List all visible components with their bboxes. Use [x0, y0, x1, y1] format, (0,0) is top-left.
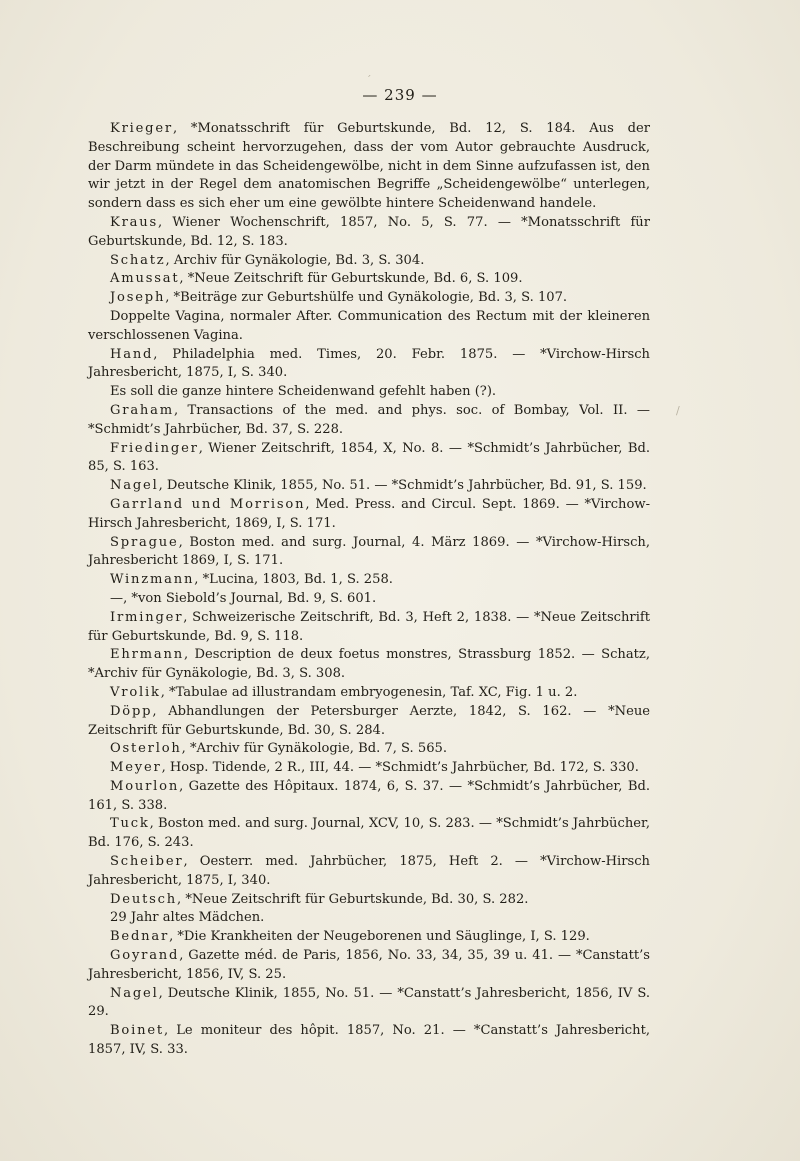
- entry-text: , *Tabulae ad illustrandam embryogenesin, Taf. XC, Fig. 1 u. 2.: [160, 684, 578, 700]
- bibliography-entry: [88, 740, 650, 759]
- entry-text: , Oesterr. med. Jahrbücher, 1875, Heft 2. — *Virchow-Hirsch Jahresbericht, 1875, I, 340.: [88, 854, 650, 888]
- bibliography-entry: [88, 308, 650, 346]
- entry-author: Amussat: [110, 271, 180, 287]
- entry-text: , Archiv für Gynäkologie, Bd. 3, S. 304.: [165, 252, 425, 268]
- entry-text: , Wiener Wochenschrift, 1857, No. 5, S. 77. — *Monatsschrift für Geburtskunde, Bd. 12, S. 183.: [88, 214, 650, 249]
- bibliography-entry: [88, 214, 650, 252]
- bibliography-entry: [88, 947, 650, 985]
- entry-text: , Transactions of the med. and phys. soc. of Bombay, Vol. II. — *Schmidt’s Jahrbücher, Bd. 37, S. 228.: [88, 402, 650, 437]
- bibliography-entry: [88, 778, 650, 816]
- entry-text: , Deutsche Klinik, 1855, No. 51. — *Canstatt’s Jahresbericht, 1856, IV S. 29.: [88, 985, 650, 1020]
- bibliography-entry: [88, 646, 650, 684]
- bibliography-entry: [88, 252, 650, 271]
- entry-author: Bednar: [110, 929, 170, 945]
- entry-text: Doppelte Vagina, normaler After. Communication des Rectum mit der kleineren verschlossenen Vagina.: [88, 308, 650, 343]
- ink-speck: /: [676, 404, 680, 417]
- bibliography-entry: [88, 477, 650, 496]
- bibliography-entry: [88, 985, 650, 1023]
- entry-author: Osterloh: [110, 741, 182, 757]
- entry-author: Deutsch: [110, 891, 178, 907]
- bibliography-entry: [88, 440, 650, 478]
- bibliography-entry: [88, 928, 650, 947]
- entry-author: Krieger: [110, 121, 173, 136]
- bibliography-entry: [88, 703, 650, 741]
- entry-text: , Hosp. Tidende, 2 R., III, 44. — *Schmidt’s Jahrbücher, Bd. 172, S. 330.: [161, 760, 639, 776]
- entry-text: , Schweizerische Zeitschrift, Bd. 3, Heft 2, 1838. — *Neue Zeitschrift für Geburtskunde, Bd. 9, S. 118.: [88, 609, 650, 644]
- entry-author: Hand: [110, 346, 154, 362]
- entry-author: Winzmann: [110, 572, 195, 588]
- entry-text: , Med. Press. and Circul. Sept. 1869. — *Virchow-Hirsch Jahresbericht, 1869, I, S. 171.: [88, 496, 650, 531]
- entry-author: Ehrmann: [110, 647, 184, 663]
- entry-text: , *Archiv für Gynäkologie, Bd. 7, S. 565.: [181, 741, 448, 757]
- entry-author: Meyer: [110, 760, 162, 776]
- entry-text: , *Neue Zeitschrift für Geburtskunde, Bd. 30, S. 282.: [177, 891, 529, 907]
- bibliography-entry: [88, 270, 650, 289]
- entry-author: Mourlon: [110, 778, 180, 794]
- entry-text: , Abhandlungen der Petersburger Aerzte, 1842, S. 162. — *Neue Zeitschrift für Geburtskunde, Bd. 30, S. 284.: [88, 703, 650, 738]
- entry-text: , Le moniteur des hôpit. 1857, No. 21. — *Canstatt’s Jahresbericht, 1857, IV, S. 33.: [88, 1023, 650, 1058]
- bibliography-entry: [88, 383, 650, 402]
- bibliography-entry: [88, 909, 650, 928]
- entry-text: Es soll die ganze hintere Scheidenwand gefehlt haben (?).: [110, 384, 497, 400]
- ink-speck: ˊ: [366, 74, 372, 87]
- entry-text: , *Neue Zeitschrift für Geburtskunde, Bd. 6, S. 109.: [179, 271, 523, 287]
- entry-text: , Boston med. and surg. Journal, XCV, 10, S. 283. — *Schmidt’s Jahrbücher, Bd. 176, S. 243.: [88, 816, 650, 851]
- bibliography-entry: [88, 120, 650, 214]
- entry-text: , *Lucina, 1803, Bd. 1, S. 258.: [194, 572, 393, 588]
- bibliography-entry: [88, 534, 650, 572]
- page-number: — 239 —: [362, 86, 438, 104]
- entry-text: , *Beiträge zur Geburtshülfe und Gynäkologie, Bd. 3, S. 107.: [165, 290, 568, 306]
- entry-text: , *Monatsschrift für Geburtskunde, Bd. 12, S. 184. Aus der Beschreibung scheint hervorzugehen, dass der vom Autor gebrauchte Ausdruck, der Darm mündete in das Scheidengewölbe, nicht in dem Sinne aufzufassen ist, den wir jetzt in der Regel dem anatomischen Begriffe „Scheidengewölbe“ unterlegen, sondern dass es sich eher um eine gewölbte hintere Scheidenwand handele.: [88, 121, 650, 212]
- bibliography-entry: [88, 402, 650, 440]
- entry-text: , *Die Krankheiten der Neugeborenen und Säuglinge, I, S. 129.: [169, 929, 590, 945]
- entry-author: Döpp: [110, 703, 153, 719]
- bibliography-entry: [88, 590, 650, 609]
- bibliography-entry: [88, 891, 650, 910]
- entry-author: Joseph: [110, 290, 166, 306]
- entry-text: , Boston med. and surg. Journal, 4. März 1869. — *Virchow-Hirsch, Jahresbericht 1869, I, S. 171.: [88, 534, 650, 569]
- entry-author: Schatz: [110, 252, 166, 268]
- entry-author: Irminger: [110, 609, 184, 625]
- entry-text: , Gazette des Hôpitaux. 1874, 6, S. 37. — *Schmidt’s Jahrbücher, Bd. 161, S. 338.: [88, 778, 650, 813]
- entry-author: Graham: [110, 402, 174, 418]
- bibliography-entry: [88, 1022, 650, 1060]
- entry-text: , Deutsche Klinik, 1855, No. 51. — *Schmidt’s Jahrbücher, Bd. 91, S. 159.: [158, 478, 647, 494]
- entry-author: Garrland und Morrison: [110, 496, 306, 512]
- bibliography-entry: [88, 289, 650, 308]
- entry-author: Kraus: [110, 214, 158, 230]
- entry-author: Scheiber: [110, 854, 184, 870]
- entry-author: Sprague: [110, 534, 179, 550]
- bibliography-entry: [88, 684, 650, 703]
- entry-author: Vrolik: [110, 684, 161, 700]
- entry-author: Tuck: [110, 816, 150, 832]
- entry-text: 29 Jahr altes Mädchen.: [110, 910, 265, 926]
- entry-author: Boinet: [110, 1023, 164, 1039]
- bibliography-entry: [88, 853, 650, 891]
- entry-author: Nagel: [110, 985, 159, 1001]
- entry-text: , Wiener Zeitschrift, 1854, X, No. 8. — *Schmidt’s Jahrbücher, Bd. 85, S. 163.: [88, 440, 650, 475]
- entry-author: Friedinger: [110, 440, 199, 456]
- bibliography-entry: [88, 609, 650, 647]
- entry-author: Goyrand: [110, 948, 180, 964]
- bibliography-entry: [88, 346, 650, 384]
- entry-text: —, *von Siebold’s Journal, Bd. 9, S. 601.: [110, 590, 377, 606]
- entry-text: , Gazette méd. de Paris, 1856, No. 33, 34, 35, 39 u. 41. — *Canstatt’s Jahresbericht, 1856, IV, S. 25.: [88, 948, 650, 982]
- entry-author: Nagel: [110, 478, 159, 494]
- bibliography-entry: [88, 759, 650, 778]
- bibliography-entry: [88, 815, 650, 853]
- bibliography-entry: [88, 571, 650, 590]
- bibliography-list: [88, 120, 650, 1060]
- bibliography-entry: [88, 496, 650, 534]
- entry-text: , Philadelphia med. Times, 20. Febr. 1875. — *Virchow-Hirsch Jahresbericht, 1875, I, S. 340.: [88, 346, 650, 381]
- entry-text: , Description de deux foetus monstres, Strassburg 1852. — Schatz, *Archiv für Gynäkologie, Bd. 3, S. 308.: [88, 647, 650, 682]
